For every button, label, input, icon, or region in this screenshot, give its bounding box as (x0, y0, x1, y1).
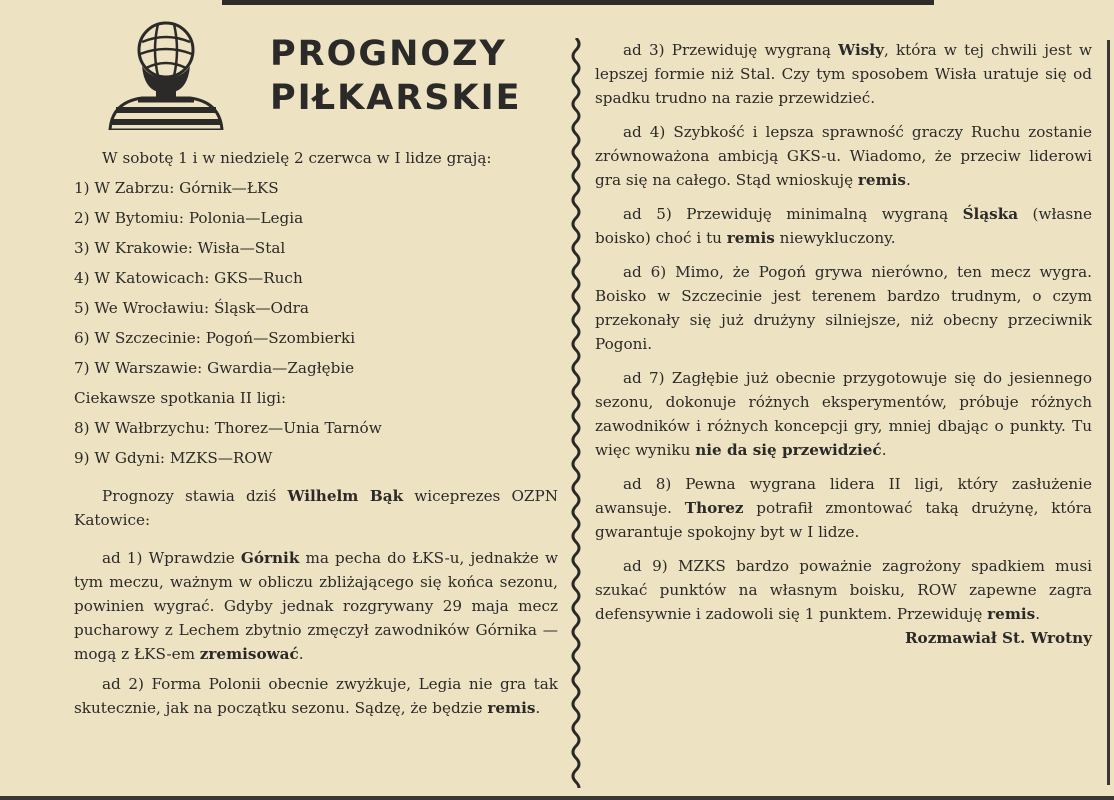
article-title (270, 32, 522, 120)
text-run: . (881, 441, 887, 459)
text-run: ad 9) MZKS bardzo poważnie zagrożony spadkiem musi szukać punktów na własnym boisku, ROW zapewne zagra defensywnie i zadowoli się 1 punktem. Przewiduję (595, 557, 1092, 623)
text-run: ad 2) Forma Polonii obecnie zwyżkuje, Legia nie gra tak skutecznie, jak na początku sezonu. Sądzę, że będzie (74, 675, 558, 717)
list-item: 5) We Wrocławiu: Śląsk—Odra (74, 299, 309, 317)
list-item: 2) W Bytomiu: Polonia—Legia (74, 209, 304, 227)
text-run: ad 1) Wprawdzie (102, 549, 241, 567)
article-title-line-1: PROGNOZY (270, 34, 507, 74)
second-league-heading: Ciekawsze spotkania II ligi: (74, 389, 287, 407)
text-run: . (298, 645, 304, 663)
text-run: ad 8) Pewna wygrana lidera II ligi, który zasłużenie awansuje. (595, 475, 1092, 517)
text-run: Prognozy stawia dziś (102, 487, 288, 505)
text-run: . (535, 699, 541, 717)
text-run: . (1035, 605, 1041, 623)
text-run: , która w tej chwili jest w lepszej formie niż Stal. Czy tym sposobem Wisła uratuje się od spadku trudno na razie przewidzieć. (595, 41, 1092, 107)
text-run: Rozmawiał (904, 629, 1003, 647)
bold-run: remis (487, 699, 536, 717)
prediction-ad8 (595, 472, 1092, 544)
prediction-ad4 (595, 120, 1092, 192)
prediction-ad9 (595, 554, 1092, 626)
list-item: 6) W Szczecinie: Pogoń—Szombierki (74, 329, 356, 347)
right-column-rule (1107, 40, 1110, 785)
predictor-name: Wilhelm Bąk (287, 487, 404, 505)
top-rule (222, 0, 934, 5)
text-run: ad 5) Przewiduję minimalną wygraną (623, 205, 963, 223)
text-run: ma pecha do ŁKS-u, jednakże w tym meczu, ważnym w obliczu zbliżającego się końca sezonu, powinien wygrać. Gdyby jednak rozgrywany 29 maja mecz pucharowy z Lechem zbytnio zmęczył zawodników Górnika — mogą z ŁKS-em (74, 549, 558, 663)
bottom-rule (0, 796, 1114, 800)
prediction-ad6: ad 6) Mimo, że Pogoń grywa nierówno, ten mecz wygra. Boisko w Szczecinie jest terenem bardzo trudnym, o czym przekonały się już drużyny silniejsze, niż obecny przeciwnik Pogoni. (595, 263, 1092, 353)
text-run: wiceprezes OZPN Katowice: (74, 487, 558, 529)
football-player-illustration-icon (102, 14, 226, 130)
bold-run: remis (857, 171, 906, 189)
bold-run: remis (987, 605, 1036, 623)
text-run: potrafił zmontować taką drużynę, która gwarantuje spokojny byt w I lidze. (595, 499, 1092, 541)
bold-run: Górnik (240, 549, 300, 567)
bold-run: Thorez (684, 499, 744, 517)
first-league-match-list (74, 176, 558, 380)
prediction-ad5 (595, 202, 1092, 250)
list-item: 3) W Krakowie: Wisła—Stal (74, 239, 286, 257)
list-item: 4) W Katowicach: GKS—Ruch (74, 269, 303, 287)
author-signature (595, 626, 1092, 650)
bold-run: remis (726, 229, 775, 247)
list-item: 8) W Wałbrzychu: Thorez—Unia Tarnów (74, 419, 382, 437)
bold-run: zremisować (199, 645, 299, 663)
text-run: ad 4) Szybkość i lepsza sprawność graczy Ruchu zostanie zrównoważona ambicją GKS-u. Wiadomo, że przeciw liderowi gra się na całego. Stąd wnioskuję (595, 123, 1092, 189)
text-run: ad 3) Przewiduję wygraną (623, 41, 839, 59)
bold-run: Śląska (962, 205, 1019, 223)
second-league-match-list (74, 416, 558, 470)
left-column (74, 146, 558, 720)
text-run: niewykluczony. (774, 229, 896, 247)
author-name: St. Wrotny (1002, 629, 1092, 647)
prediction-ad7 (595, 366, 1092, 462)
column-divider-wavy-line (568, 38, 584, 788)
text-run: (własne boisko) choć i tu (595, 205, 1093, 247)
list-item: 9) W Gdyni: MZKS—ROW (74, 449, 273, 467)
text-run: . (905, 171, 911, 189)
prediction-ad3 (595, 38, 1092, 110)
predictor-paragraph (74, 484, 558, 532)
text-run: ad 7) Zagłębie już obecnie przygotowuje się do jesiennego sezonu, dokonuje różnych eksperymentów, próbuje różnych zawodników i różnych koncepcji gry, mniej dbając o punkty. Tu więc wyniku (595, 369, 1092, 459)
bold-run: nie da się przewidzieć (695, 441, 882, 459)
list-item: 1) W Zabrzu: Górnik—ŁKS (74, 179, 279, 197)
list-item: 7) W Warszawie: Gwardia—Zagłębie (74, 359, 355, 377)
prediction-ad1 (74, 546, 558, 666)
right-column (595, 38, 1092, 650)
intro-paragraph: W sobotę 1 i w niedzielę 2 czerwca w I lidze grają: (102, 149, 492, 167)
article-title-line-2: PIŁKARSKIE (270, 78, 522, 118)
bold-run: Wisły (838, 41, 884, 59)
prediction-ad2 (74, 672, 558, 720)
